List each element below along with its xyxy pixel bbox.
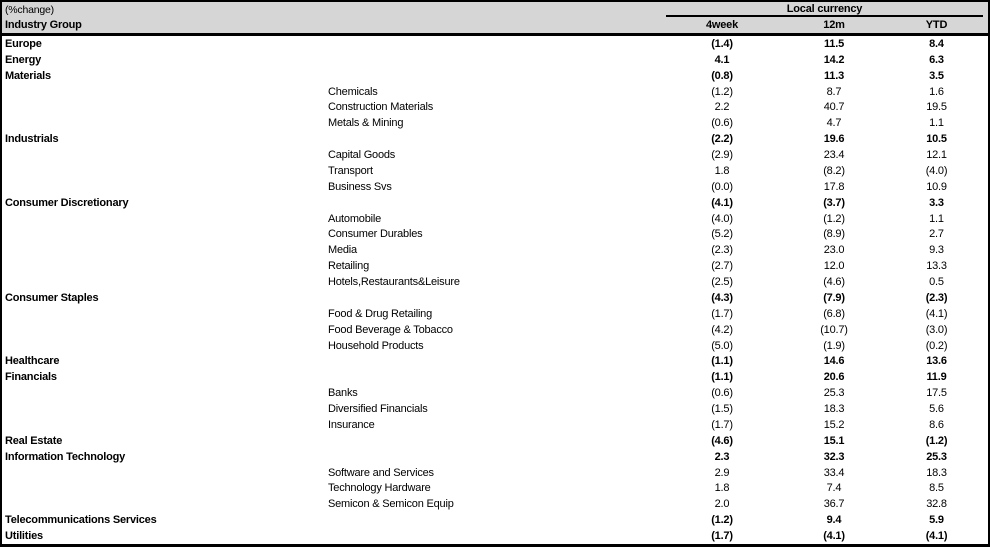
value-cell: (1.2) <box>823 212 845 225</box>
industry-label: Financials <box>5 371 57 384</box>
industry-label: Europe <box>5 37 42 50</box>
value-cell: (2.3) <box>925 291 948 304</box>
value-cell: (2.9) <box>711 149 733 162</box>
value-cell: (8.9) <box>823 228 845 241</box>
value-cell: (4.6) <box>823 276 845 289</box>
industry-label: Real Estate <box>5 434 63 447</box>
value-cell: 19.5 <box>926 101 947 114</box>
value-cell: (4.3) <box>711 291 733 304</box>
industry-label: Hotels,Restaurants&Leisure <box>328 276 460 289</box>
industry-label: Automobile <box>328 212 382 225</box>
industry-label: Food Beverage & Tobacco <box>328 323 453 336</box>
value-cell: 11.3 <box>823 69 844 82</box>
industry-label: Utilities <box>5 530 43 543</box>
value-cell: 32.3 <box>823 450 845 463</box>
industry-label: Technology Hardware <box>328 482 431 495</box>
value-cell: 1.8 <box>714 164 730 177</box>
value-cell: (1.7) <box>711 530 733 543</box>
table-row <box>2 290 988 306</box>
value-cell: 15.1 <box>823 434 845 447</box>
value-cell: 3.5 <box>929 69 944 82</box>
table-row <box>2 338 988 354</box>
value-cell: (1.4) <box>711 37 733 50</box>
value-cell: 11.5 <box>823 37 844 50</box>
table-row <box>2 100 988 116</box>
table-row <box>2 385 988 401</box>
value-cell: 1.8 <box>714 482 730 495</box>
table-row <box>2 528 988 544</box>
value-cell: 4.1 <box>714 53 730 66</box>
value-cell: (1.5) <box>711 403 733 416</box>
value-cell: 25.3 <box>926 450 947 463</box>
value-cell: (3.7) <box>823 196 845 209</box>
value-cell: 9.4 <box>826 514 842 527</box>
value-cell: 25.3 <box>823 387 845 400</box>
value-cell: 8.7 <box>826 85 842 98</box>
value-cell: (4.1) <box>925 530 948 543</box>
value-cell: 8.5 <box>929 482 944 495</box>
table-row <box>2 84 988 100</box>
value-cell: (1.1) <box>711 355 733 368</box>
value-cell: 18.3 <box>926 466 947 479</box>
value-cell: 10.5 <box>926 133 947 146</box>
value-cell: 5.9 <box>929 514 944 527</box>
industry-label: Semicon & Semicon Equip <box>328 498 454 511</box>
value-cell: (0.2) <box>925 339 948 352</box>
value-cell: 2.0 <box>714 498 730 511</box>
value-cell: 18.3 <box>823 403 845 416</box>
table-row <box>2 417 988 433</box>
table-row <box>2 354 988 370</box>
industry-label: Industrials <box>5 133 59 146</box>
value-cell: (7.9) <box>823 291 845 304</box>
industry-label: Business Svs <box>328 180 392 193</box>
value-cell: (0.6) <box>711 387 733 400</box>
value-cell: 23.0 <box>823 244 845 257</box>
table-row <box>2 211 988 227</box>
table-row <box>2 179 988 195</box>
value-cell: 9.3 <box>929 244 944 257</box>
header-row-columns <box>2 17 988 33</box>
value-cell: 23.4 <box>823 149 845 162</box>
value-cell: (1.2) <box>711 85 733 98</box>
table-row <box>2 36 988 52</box>
table-row <box>2 227 988 243</box>
value-cell: 1.1 <box>929 117 944 130</box>
value-cell: 13.3 <box>926 260 947 273</box>
table-row <box>2 433 988 449</box>
industry-label: Metals & Mining <box>328 117 404 130</box>
value-cell: 12.0 <box>823 260 845 273</box>
table-row <box>2 163 988 179</box>
value-cell: 4.7 <box>826 117 842 130</box>
value-cell: 2.9 <box>714 466 730 479</box>
value-cell: (8.2) <box>823 164 845 177</box>
value-cell: (0.8) <box>711 69 733 82</box>
value-cell: (4.1) <box>711 196 733 209</box>
table-row <box>2 147 988 163</box>
value-cell: 14.2 <box>823 53 845 66</box>
header-row-units <box>2 2 988 17</box>
industry-label: Retailing <box>328 260 370 273</box>
value-cell: (4.2) <box>711 323 733 336</box>
value-cell: 5.6 <box>929 403 944 416</box>
value-cell: 10.9 <box>926 180 947 193</box>
value-cell: 7.4 <box>826 482 842 495</box>
value-cell: (10.7) <box>820 323 848 336</box>
value-cell: 33.4 <box>823 466 845 479</box>
value-cell: 12.1 <box>926 149 947 162</box>
industry-label: Construction Materials <box>328 101 434 114</box>
table-row <box>2 401 988 417</box>
table-row <box>2 369 988 385</box>
table-row <box>2 496 988 512</box>
table-row <box>2 481 988 497</box>
value-cell: (4.1) <box>925 307 948 320</box>
value-cell: (2.3) <box>711 244 733 257</box>
value-cell: 13.6 <box>926 355 947 368</box>
industry-label: Household Products <box>328 339 424 352</box>
value-cell: 2.3 <box>714 450 730 463</box>
industry-label: Software and Services <box>328 466 434 479</box>
value-cell: 14.6 <box>823 355 845 368</box>
value-cell: 17.5 <box>926 387 947 400</box>
table-row <box>2 449 988 465</box>
column-header-12m: 12m <box>823 19 845 31</box>
table-row <box>2 242 988 258</box>
table-row <box>2 195 988 211</box>
industry-label: Information Technology <box>5 450 126 463</box>
industry-label: Telecommunications Services <box>5 514 157 527</box>
value-cell: 3.3 <box>929 196 944 209</box>
table-row <box>2 322 988 338</box>
value-cell: (5.2) <box>711 228 733 241</box>
value-cell: (0.6) <box>711 117 733 130</box>
value-cell: 15.2 <box>823 418 845 431</box>
industry-label: Consumer Staples <box>5 291 99 304</box>
table-row <box>2 68 988 84</box>
industry-label: Capital Goods <box>328 149 396 162</box>
value-cell: (2.7) <box>711 260 733 273</box>
table-header <box>2 2 988 36</box>
value-cell: 1.1 <box>929 212 944 225</box>
column-header-ytd: YTD <box>925 19 948 31</box>
value-cell: (4.0) <box>925 164 948 177</box>
value-cell: (4.1) <box>823 530 845 543</box>
table-row <box>2 465 988 481</box>
value-cell: 20.6 <box>823 371 845 384</box>
value-cell: 1.6 <box>929 85 944 98</box>
value-cell: 11.9 <box>926 371 947 384</box>
value-cell: (4.0) <box>711 212 733 225</box>
value-cell: 40.7 <box>823 101 845 114</box>
table-row <box>2 306 988 322</box>
value-cell: 36.7 <box>823 498 845 511</box>
local-currency-group-header: Local currency <box>666 2 983 17</box>
value-cell: (1.7) <box>711 307 733 320</box>
value-cell: (1.7) <box>711 418 733 431</box>
value-cell: 2.2 <box>714 101 730 114</box>
value-cell: 19.6 <box>823 133 845 146</box>
value-cell: 2.7 <box>929 228 944 241</box>
value-cell: (1.2) <box>711 514 733 527</box>
table-body <box>2 36 988 544</box>
value-cell: (6.8) <box>823 307 845 320</box>
table-row <box>2 115 988 131</box>
industry-label: Media <box>328 244 357 257</box>
industry-label: Diversified Financials <box>328 403 428 416</box>
table-row <box>2 131 988 147</box>
table-row <box>2 274 988 290</box>
value-cell: 17.8 <box>823 180 845 193</box>
industry-label: Banks <box>328 387 358 400</box>
industry-group-header: Industry Group <box>5 19 82 31</box>
value-cell: 8.4 <box>929 37 944 50</box>
value-cell: (1.1) <box>711 371 733 384</box>
column-header-4week: 4week <box>705 19 739 31</box>
value-cell: 6.3 <box>929 53 944 66</box>
industry-label: Materials <box>5 69 51 82</box>
value-cell: (3.0) <box>925 323 948 336</box>
table-row <box>2 258 988 274</box>
industry-label: Consumer Durables <box>328 228 423 241</box>
industry-label: Transport <box>328 164 373 177</box>
value-cell: (4.6) <box>711 434 733 447</box>
industry-label: Food & Drug Retailing <box>328 307 433 320</box>
industry-label: Energy <box>5 53 42 66</box>
value-cell: (2.2) <box>711 133 733 146</box>
value-cell: 0.5 <box>929 276 944 289</box>
value-cell: (1.9) <box>823 339 845 352</box>
percent-change-label: (%change) <box>5 3 54 16</box>
value-cell: (2.5) <box>711 276 733 289</box>
value-cell: (1.2) <box>925 434 948 447</box>
industry-label: Insurance <box>328 418 375 431</box>
industry-label: Healthcare <box>5 355 60 368</box>
value-cell: 8.6 <box>929 418 944 431</box>
value-cell: 32.8 <box>926 498 947 511</box>
industry-label: Consumer Discretionary <box>5 196 129 209</box>
table-row <box>2 512 988 528</box>
value-cell: (0.0) <box>711 180 733 193</box>
industry-label: Chemicals <box>328 85 378 98</box>
table-row <box>2 52 988 68</box>
value-cell: (5.0) <box>711 339 733 352</box>
